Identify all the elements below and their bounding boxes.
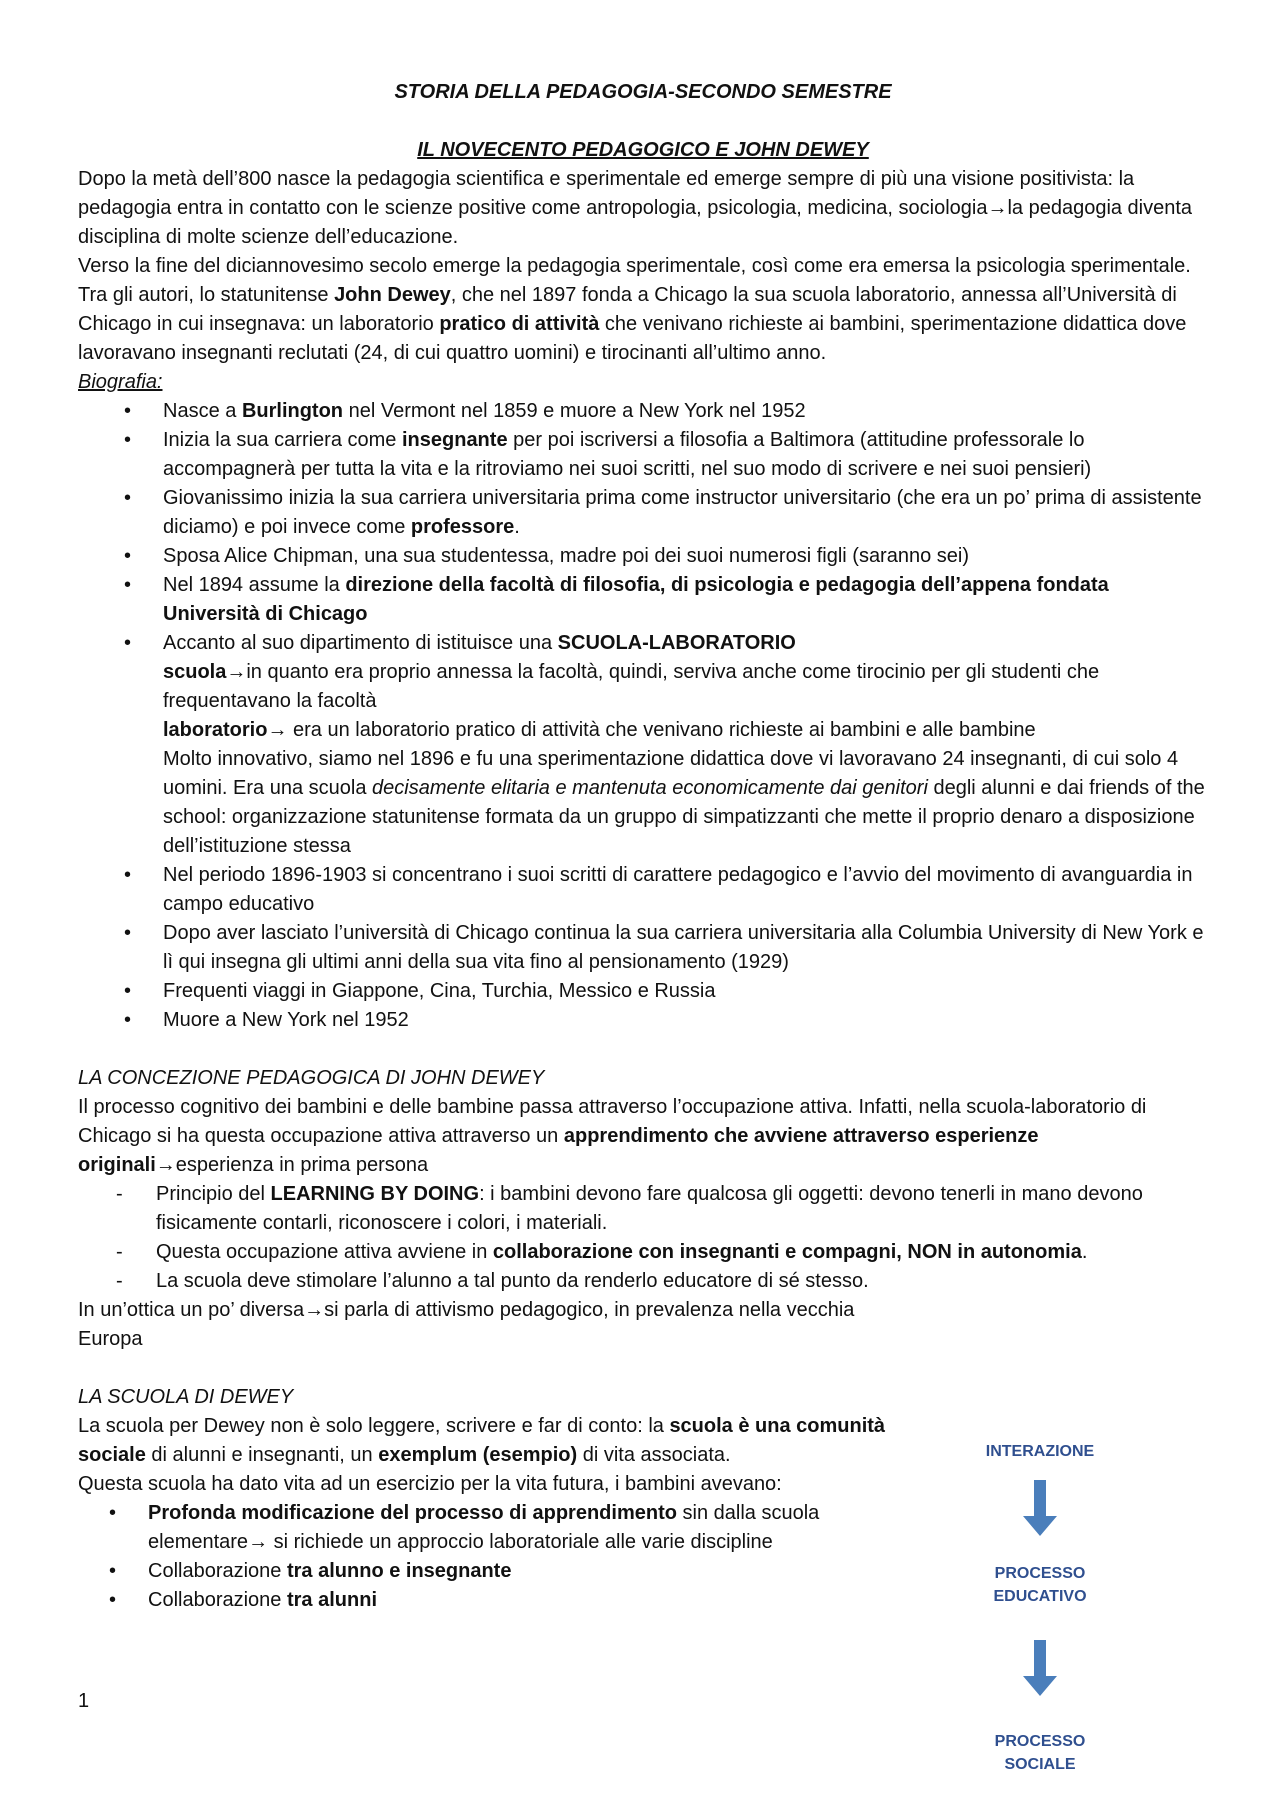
scuola-list xyxy=(78,1499,898,1615)
list-item xyxy=(78,1238,1208,1267)
list-item xyxy=(78,484,1208,542)
bullet-icon: • xyxy=(109,1502,117,1524)
bold-text: exemplum (esempio) xyxy=(378,1444,578,1466)
list-item xyxy=(78,1557,898,1586)
bullet-icon: • xyxy=(124,574,132,596)
list-item xyxy=(78,919,1208,977)
arrow-symbol: → xyxy=(987,197,1008,219)
text: sin dalla scuola elementare xyxy=(148,1502,820,1553)
bullet-icon: • xyxy=(109,1589,117,1611)
intro-paragraph-1 xyxy=(78,165,1208,252)
list-item xyxy=(78,426,1208,484)
list-item xyxy=(78,1180,1208,1238)
dash-icon: - xyxy=(116,1183,123,1205)
bold-text: collaborazione con insegnanti e compagni, NON in autonomia xyxy=(492,1241,1082,1263)
bold-text: pratico di attività xyxy=(439,313,600,335)
list-item xyxy=(78,629,1208,861)
section-title: IL NOVECENTO PEDAGOGICO E JOHN DEWEY xyxy=(417,139,869,161)
text: si parla di attivismo pedagogico, in prevalenza nella vecchia Europa xyxy=(78,1299,855,1350)
scuola-section xyxy=(78,1383,898,1615)
text: che venivano richieste ai bambini, sperimentazione didattica dove lavoravano insegnanti reclutati (24, di cui quattro uomini) e tirocinanti all’ultimo anno. xyxy=(78,313,1187,364)
text: La scuola per Dewey non è solo leggere, scrivere e far di conto: la xyxy=(78,1415,670,1437)
page-number: 1 xyxy=(78,1690,90,1712)
intro-paragraph-2: Verso la fine del diciannovesimo secolo emerge la pedagogia sperimentale, così come era emersa la psicologia sperimentale. xyxy=(78,255,1191,277)
spacer xyxy=(78,1035,1208,1064)
diagram-label-processo-educativo: PROCESSO EDUCATIVO xyxy=(993,1565,1087,1605)
list-item xyxy=(78,1006,1208,1035)
dash-icon: - xyxy=(116,1241,123,1263)
bullet-icon: • xyxy=(124,1009,132,1031)
scuola-paragraph xyxy=(78,1412,898,1470)
bold-text: scuola è una comunità sociale xyxy=(78,1415,886,1466)
list-item xyxy=(78,977,1208,1006)
attivismo-paragraph xyxy=(78,1296,878,1354)
down-arrow-icon xyxy=(1023,1480,1057,1536)
text: Accanto al suo dipartimento di istituisce una xyxy=(163,632,558,654)
bold-text: laboratorio xyxy=(163,719,268,741)
list-item xyxy=(78,397,1208,426)
concezione-paragraph xyxy=(78,1093,1208,1180)
arrow-symbol: → xyxy=(267,719,288,741)
text: Il processo cognitivo dei bambini e delle bambine passa attraverso l’occupazione attiva. Infatti, nella scuola-laboratorio di Chicago si ha questa occupazione attiva attraverso un xyxy=(78,1096,1147,1147)
dash-icon: - xyxy=(116,1270,123,1292)
text: Molto innovativo, siamo nel 1896 e fu una sperimentazione didattica dove vi lavoravano 24 insegnanti, di cui solo 4 uomini. Era una scuola xyxy=(163,748,1179,799)
intro-paragraph-3 xyxy=(78,281,1208,368)
scuola-heading: LA SCUOLA DI DEWEY xyxy=(78,1386,294,1408)
text: nel Vermont nel 1859 e muore a New York nel 1952 xyxy=(343,400,806,422)
text: , che nel 1897 fonda a Chicago la sua scuola laboratorio, annessa all’Università di Chicago in cui insegnava: un laboratorio xyxy=(78,284,1177,335)
scuola-paragraph-2: Questa scuola ha dato vita ad un esercizio per la vita futura, i bambini avevano: xyxy=(78,1473,782,1495)
bold-text: scuola xyxy=(163,661,227,683)
text: Dopo aver lasciato l’università di Chicago continua la sua carriera universitaria alla Columbia University di New York e lì qui insegna gli ultimi anni della sua vita fino al pensionamento (1929) xyxy=(163,922,1204,973)
document-title: STORIA DELLA PEDAGOGIA-SECONDO SEMESTRE xyxy=(394,81,892,103)
text: Nasce a xyxy=(163,400,242,422)
bold-text: direzione della facoltà di filosofia, di psicologia e pedagogia dell’appena fondata Università di Chicago xyxy=(163,574,1109,625)
spacer xyxy=(78,1354,1208,1383)
bullet-icon: • xyxy=(124,429,132,451)
list-item xyxy=(78,1267,1208,1296)
text: Principio del xyxy=(156,1183,271,1205)
text: in quanto era proprio annessa la facoltà, quindi, serviva anche come tirocinio per gli studenti che frequentavano la facoltà xyxy=(163,661,1100,712)
bullet-icon: • xyxy=(124,864,132,886)
list-item xyxy=(78,1586,898,1615)
text: per poi iscriversi a filosofia a Baltimora (attitudine professorale lo accompagnerà per tutta la vita e la ritroviamo nei suoi scritti, nel suo modo di scrivere e nei suoi pensieri) xyxy=(163,429,1092,480)
diagram-label-processo-sociale: PROCESSO SOCIALE xyxy=(994,1733,1086,1773)
arrow-symbol: → xyxy=(304,1299,325,1321)
text: Nel periodo 1896-1903 si concentrano i suoi scritti di carattere pedagogico e l’avvio del movimento di avanguardia in campo educativo xyxy=(163,864,1193,915)
intro-p1-text: Dopo la metà dell’800 nasce la pedagogia scientifica e sperimentale ed emerge sempre di più una visione positivista: la pedagogia entra in contatto con le scienze positive come antropologia, psicologia, medicina, sociologia xyxy=(78,168,1135,219)
text: degli alunni e dai friends of the school: organizzazione statunitense formata da un gruppo di simpatizzanti che mette il proprio denaro a disposizione dell’istituzione stessa xyxy=(163,777,1205,857)
down-arrow-icon xyxy=(1023,1640,1057,1696)
arrow-symbol: → xyxy=(248,1531,269,1553)
text: era un laboratorio pratico di attività che venivano richieste ai bambini e alle bambine xyxy=(287,719,1036,741)
text: Collaborazione xyxy=(148,1560,287,1582)
biografia-list xyxy=(78,397,1208,1035)
text: . xyxy=(1081,1241,1088,1263)
bullet-icon: • xyxy=(124,487,132,509)
text: di alunni e insegnanti, un xyxy=(145,1444,379,1466)
bold-text: professore xyxy=(410,516,515,538)
bold-text: tra alunni xyxy=(286,1589,377,1611)
text: La scuola deve stimolare l’alunno a tal punto da renderlo educatore di sé stesso. xyxy=(156,1270,869,1292)
text: Tra gli autori, lo statunitense xyxy=(78,284,335,306)
concezione-list xyxy=(78,1180,1208,1296)
bold-text: apprendimento che avviene attraverso esperienze originali xyxy=(78,1125,1039,1176)
text: Nel 1894 assume la xyxy=(163,574,346,596)
intro-p1-end: la pedagogia diventa disciplina di molte scienze dell’educazione. xyxy=(78,197,1193,248)
biografia-heading: Biografia: xyxy=(78,371,163,393)
bullet-icon: • xyxy=(124,632,132,654)
list-item xyxy=(78,571,1208,629)
text: Collaborazione xyxy=(148,1589,287,1611)
text: di vita associata. xyxy=(577,1444,731,1466)
bold-text: John Dewey xyxy=(334,284,451,306)
bullet-icon: • xyxy=(124,400,132,422)
bullet-icon: • xyxy=(109,1560,117,1582)
arrow-symbol: → xyxy=(226,661,247,683)
italic-text: decisamente elitaria e mantenuta economicamente dai genitori xyxy=(372,777,928,799)
list-item xyxy=(78,861,1208,919)
bold-text: insegnante xyxy=(401,429,508,451)
text: Questa occupazione attiva avviene in xyxy=(156,1241,493,1263)
bullet-icon: • xyxy=(124,980,132,1002)
text: Frequenti viaggi in Giappone, Cina, Turchia, Messico e Russia xyxy=(163,980,716,1002)
bold-text: Burlington xyxy=(241,400,344,422)
list-item xyxy=(78,542,1208,571)
process-diagram xyxy=(960,1440,1120,1773)
list-item xyxy=(78,1499,898,1557)
text: Giovanissimo inizia la sua carriera universitaria prima come instructor universitario (che era un po’ prima di assistente diciamo) e poi invece come xyxy=(163,487,1202,538)
text: esperienza in prima persona xyxy=(175,1154,429,1176)
document-body xyxy=(78,78,1208,1615)
text: . xyxy=(514,516,520,538)
bold-text: LEARNING BY DOING xyxy=(270,1183,480,1205)
arrow-symbol: → xyxy=(155,1154,176,1176)
text: : i bambini devono fare qualcosa gli oggetti: devono tenerli in mano devono fisicamente contarli, riconoscere i colori, i materiali. xyxy=(156,1183,1143,1234)
text: In un’ottica un po’ diversa xyxy=(78,1299,305,1321)
bullet-icon: • xyxy=(124,922,132,944)
text: Sposa Alice Chipman, una sua studentessa, madre poi dei suoi numerosi figli (saranno sei) xyxy=(163,545,969,567)
text: Muore a New York nel 1952 xyxy=(163,1009,409,1031)
bold-text: tra alunno e insegnante xyxy=(286,1560,512,1582)
text: si richiede un approccio laboratoriale alle varie discipline xyxy=(268,1531,773,1553)
bullet-icon: • xyxy=(124,545,132,567)
concezione-heading: LA CONCEZIONE PEDAGOGICA DI JOHN DEWEY xyxy=(78,1067,545,1089)
text: Inizia la sua carriera come xyxy=(163,429,402,451)
bold-text: SCUOLA-LABORATORIO xyxy=(557,632,796,654)
bold-text: Profonda modificazione del processo di apprendimento xyxy=(148,1502,677,1524)
diagram-label-interazione: INTERAZIONE xyxy=(985,1443,1095,1460)
